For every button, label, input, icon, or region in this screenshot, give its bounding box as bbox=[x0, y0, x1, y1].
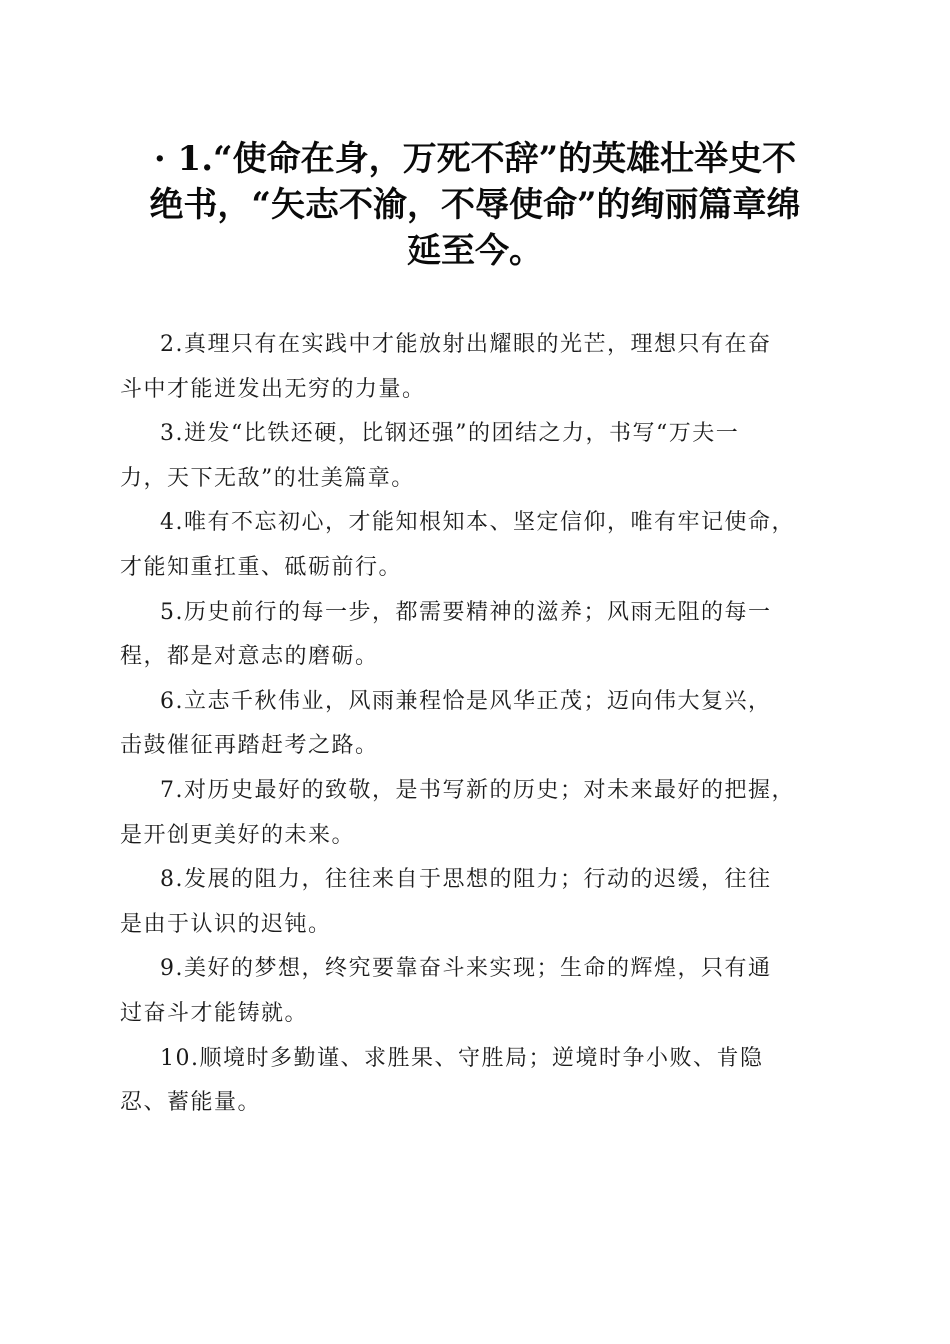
paragraph-line: 2.真理只有在实践中才能放射出耀眼的光芒，理想只有在奋 bbox=[160, 332, 772, 357]
document-body bbox=[120, 323, 840, 1126]
paragraph-line: 7.对历史最好的致敬，是书写新的历史；对未来最好的把握， bbox=[160, 777, 795, 803]
paragraph-line: 10.顺境时多勤谨、求胜果、守胜局；逆境时争小败、肯隐 bbox=[160, 1045, 764, 1071]
paragraph-line: 8.发展的阻力，往往来自于思想的阻力；行动的迟缓，往往 bbox=[160, 867, 772, 893]
paragraph-5 bbox=[120, 591, 840, 680]
paragraph-8 bbox=[120, 858, 840, 947]
paragraph-4 bbox=[120, 501, 840, 590]
paragraph-line: 才能知重扛重、砥砺前行。 bbox=[120, 554, 403, 580]
paragraph-line: 9.美好的梦想，终究要靠奋斗来实现；生命的辉煌，只有通 bbox=[160, 956, 772, 982]
paragraph-7 bbox=[120, 769, 840, 858]
paragraph-line: 4.唯有不忘初心，才能知根知本、坚定信仰，唯有牢记使命， bbox=[160, 510, 795, 536]
paragraph-line: 5.历史前行的每一步，都需要精神的滋养；风雨无阻的每一 bbox=[160, 599, 772, 625]
paragraph-line: 斗中才能迸发出无穷的力量。 bbox=[120, 376, 426, 402]
document-title bbox=[110, 136, 840, 274]
paragraph-line: 是开创更美好的未来。 bbox=[120, 822, 356, 848]
paragraph-10 bbox=[120, 1037, 840, 1126]
paragraph-line: 过奋斗才能铸就。 bbox=[120, 1000, 309, 1026]
paragraph-line: 6.立志千秋伟业，风雨兼程恰是风华正茂；迈向伟大复兴， bbox=[160, 688, 772, 714]
title-line-3: 延至今。 bbox=[407, 231, 543, 271]
paragraph-line: 忍、蓄能量。 bbox=[120, 1090, 262, 1116]
paragraph-line: 3.迸发“比铁还硬，比钢还强”的团结之力，书写“万夫一 bbox=[160, 421, 740, 447]
title-line-1: · 1.“使命在身，万死不辞”的英雄壮举史不 bbox=[153, 139, 797, 179]
paragraph-line: 是由于认识的迟钝。 bbox=[120, 911, 332, 937]
paragraph-2 bbox=[120, 323, 840, 412]
paragraph-6 bbox=[120, 680, 840, 769]
title-line-2: 绝书，“矢志不渝，不辱使命”的绚丽篇章绵 bbox=[149, 185, 801, 225]
paragraph-line: 击鼓催征再踏赶考之路。 bbox=[120, 733, 379, 759]
paragraph-9 bbox=[120, 947, 840, 1036]
paragraph-line: 力，天下无敌”的壮美篇章。 bbox=[120, 465, 415, 491]
paragraph-line: 程，都是对意志的磨砺。 bbox=[120, 644, 379, 670]
paragraph-3 bbox=[120, 412, 840, 501]
